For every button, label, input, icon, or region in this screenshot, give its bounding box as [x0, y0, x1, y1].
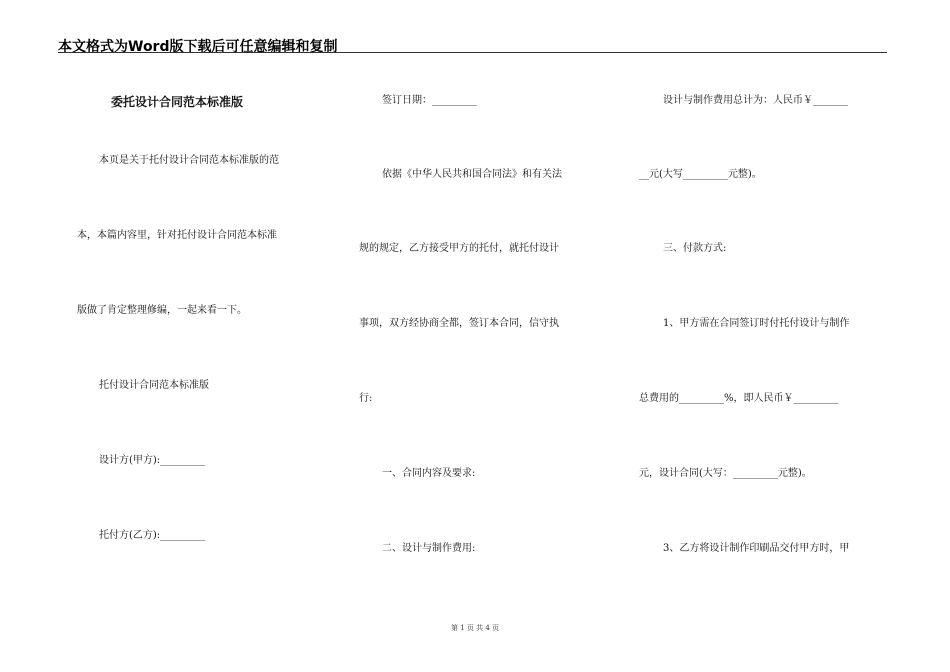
col3-line-3: 三、付款方式:	[663, 243, 727, 254]
col1-line-4: 托付设计合同范本标准版	[99, 380, 209, 391]
col1-line-1: 本页是关于托付设计合同范本标准版的范	[99, 155, 279, 166]
col1-line-3: 版做了肯定整理修编，一起来看一下。	[77, 305, 247, 316]
col1-line-5: 设计方(甲方):_________	[99, 455, 206, 466]
col1-line-2: 本，本篇内容里，针对托付设计合同范本标准	[77, 230, 277, 241]
col3-line-2: __元(大写_________元整)。	[639, 169, 762, 180]
col2-line-3: 规的规定，乙方接受甲方的托付，就托付设计	[359, 243, 559, 254]
col3-line-1: 设计与制作费用总计为：人民币￥_______	[663, 95, 848, 106]
col2-line-1: 签订日期：_________	[382, 95, 477, 106]
col2-line-5: 行:	[359, 393, 373, 404]
col2-line-7: 二、设计与制作费用:	[382, 543, 476, 554]
col3-line-6: 元，设计合同(大写：_________元整)。	[639, 468, 812, 479]
col1-line-6: 托付方(乙方):_________	[99, 530, 206, 541]
col2-line-4: 事项，双方经协商全都，签订本合同，信守执	[359, 318, 559, 329]
document-title: 委托设计合同范本标准版	[111, 95, 244, 109]
page-footer: 第 1 页 共 4 页	[450, 624, 500, 632]
header-title: 本文格式为Word版下载后可任意编辑和复制	[58, 39, 338, 55]
col2-line-6: 一、合同内容及要求:	[382, 468, 476, 479]
col2-line-2: 依据《中华人民共和国合同法》和有关法	[382, 169, 562, 180]
col3-line-5: 总费用的_________%，即人民币￥_________	[639, 393, 839, 404]
col3-line-7: 3、乙方将设计制作印刷品交付甲方时，甲	[663, 543, 850, 554]
col3-line-4: 1、甲方需在合同签订时付托付设计与制作	[663, 318, 850, 329]
header-rule	[58, 52, 887, 53]
